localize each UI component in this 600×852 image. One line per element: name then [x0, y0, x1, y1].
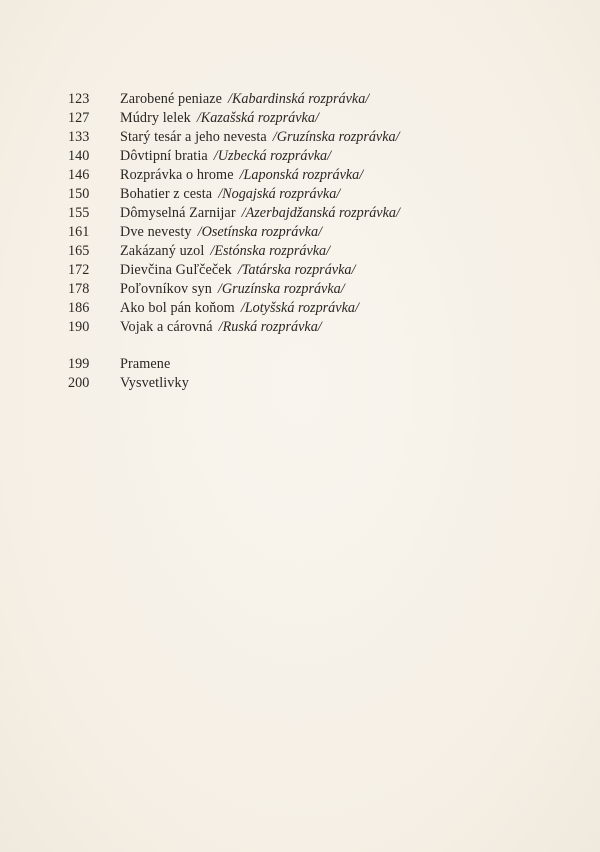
- toc-title: Vysvetlivky: [120, 375, 189, 391]
- toc-origin: /Laponská rozprávka/: [239, 167, 364, 183]
- toc-origin: /Tatárska rozprávka/: [237, 262, 356, 278]
- toc-title: Vojak a cárovná: [120, 319, 213, 335]
- toc-entry: [68, 109, 548, 128]
- toc-origin: /Lotyšská rozprávka/: [240, 300, 359, 316]
- toc-entry: [68, 147, 548, 166]
- toc-appendix-entry: [68, 355, 548, 374]
- table-of-contents: [68, 90, 548, 393]
- toc-page-number: 150: [68, 186, 90, 202]
- toc-appendix-entry: [68, 374, 548, 393]
- toc-entry: [68, 223, 548, 242]
- toc-title: Dievčina Guľčeček: [120, 262, 232, 278]
- toc-title: Pramene: [120, 356, 171, 372]
- toc-page-number: 190: [68, 319, 90, 335]
- toc-page-number: 165: [68, 243, 90, 259]
- toc-origin: /Ruská rozprávka/: [218, 319, 322, 335]
- toc-title: Rozprávka o hrome: [120, 167, 234, 183]
- toc-entry: [68, 280, 548, 299]
- toc-entry: [68, 299, 548, 318]
- toc-origin: /Kabardinská rozprávka/: [228, 91, 370, 107]
- toc-entry: [68, 90, 548, 109]
- toc-entry: [68, 318, 548, 337]
- toc-entry: [68, 242, 548, 261]
- toc-origin: /Uzbecká rozprávka/: [213, 148, 332, 164]
- toc-page-number: 155: [68, 205, 90, 221]
- toc-title: Dve nevesty: [120, 224, 192, 240]
- toc-title: Starý tesár a jeho nevesta: [120, 129, 267, 145]
- toc-page-number: 161: [68, 224, 90, 240]
- toc-title: Múdry lelek: [120, 110, 191, 126]
- toc-page-number: 127: [68, 110, 90, 126]
- section-spacer: [68, 337, 548, 355]
- toc-page-number: 140: [68, 148, 90, 164]
- toc-page-number: 133: [68, 129, 90, 145]
- toc-page-number: 146: [68, 167, 90, 183]
- toc-page-number: 172: [68, 262, 90, 278]
- toc-title: Ako bol pán koňom: [120, 300, 235, 316]
- toc-title: Dômyselná Zarnijar: [120, 205, 236, 221]
- toc-entry: [68, 128, 548, 147]
- toc-origin: /Kazašská rozprávka/: [196, 110, 319, 126]
- toc-origin: /Estónska rozprávka/: [210, 243, 331, 259]
- toc-page-number: 200: [68, 375, 90, 391]
- toc-title: Bohatier z cesta: [120, 186, 213, 202]
- toc-page-number: 123: [68, 91, 90, 107]
- toc-origin: /Gruzínska rozprávka/: [217, 281, 345, 297]
- toc-entry: [68, 166, 548, 185]
- toc-title: Zarobené peniaze: [120, 91, 223, 107]
- toc-entry: [68, 185, 548, 204]
- toc-page-number: 199: [68, 356, 90, 372]
- toc-entry: [68, 261, 548, 280]
- toc-origin: /Azerbajdžanská rozprávka/: [241, 205, 400, 221]
- toc-title: Poľovníkov syn: [120, 281, 212, 297]
- toc-page-number: 178: [68, 281, 90, 297]
- toc-page-number: 186: [68, 300, 90, 316]
- toc-origin: /Gruzínska rozprávka/: [272, 129, 400, 145]
- toc-origin: /Nogajská rozprávka/: [218, 186, 341, 202]
- toc-origin: /Osetínska rozprávka/: [197, 224, 323, 240]
- toc-title: Dôvtipní bratia: [120, 148, 208, 164]
- toc-title: Zakázaný uzol: [120, 243, 205, 259]
- toc-entry: [68, 204, 548, 223]
